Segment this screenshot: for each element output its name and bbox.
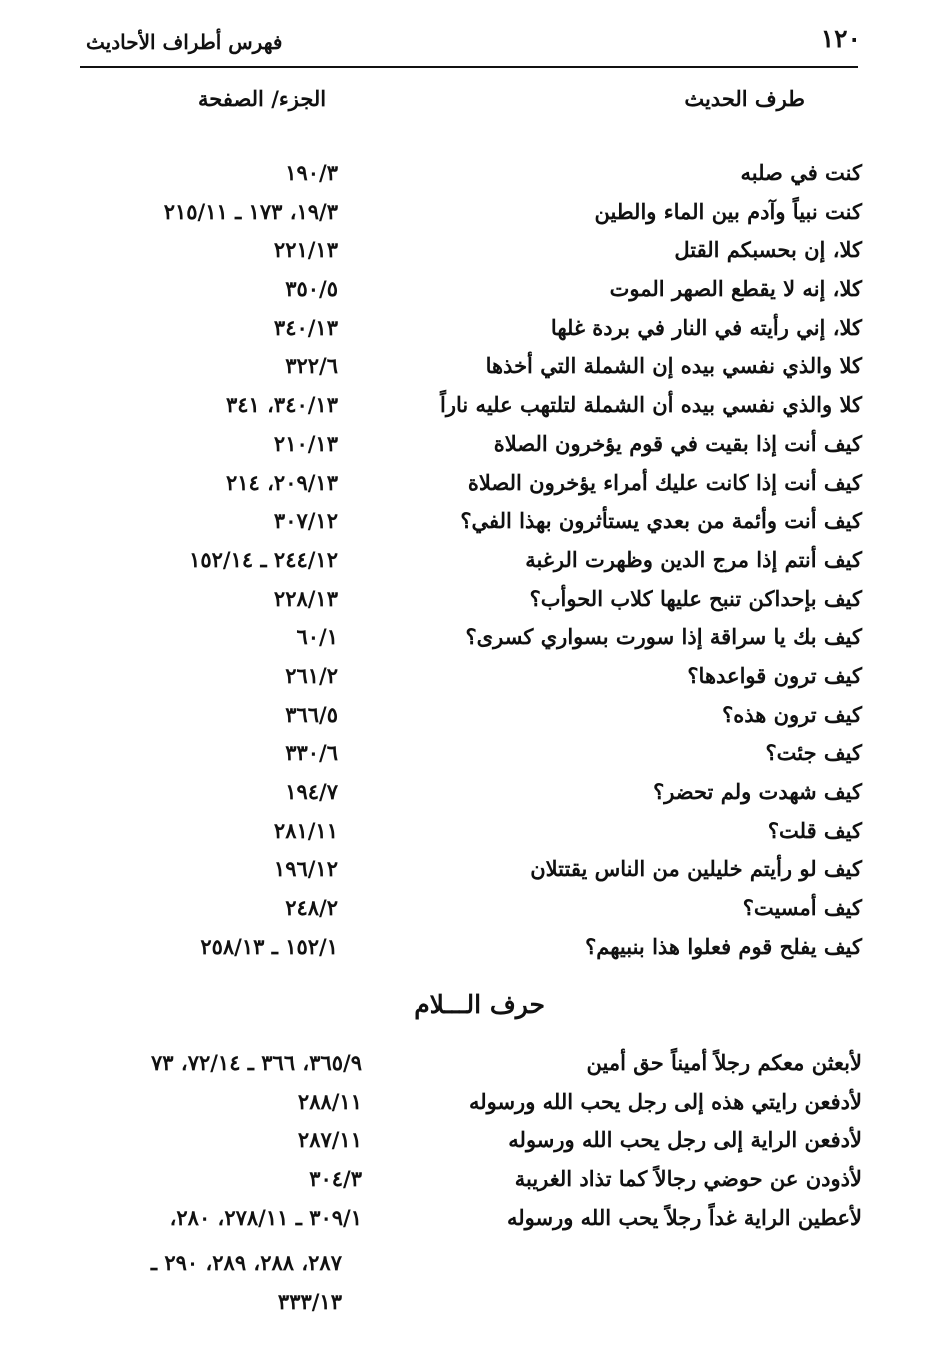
head-rule	[80, 66, 858, 68]
list-item	[60, 1085, 870, 1124]
list-item	[60, 1046, 870, 1085]
entry-text: كنت نبياً وآدم بين الماء والطين	[594, 198, 862, 224]
list-item	[60, 1201, 870, 1240]
ref-continuation: ٣٣٣/١٣	[277, 1289, 342, 1314]
entry-text: كيف ترون قواعدها؟	[687, 662, 862, 688]
entry-ref: ٢٢١/١٣	[273, 237, 338, 263]
entry-ref: ٣٠٧/١٢	[273, 508, 338, 534]
list-item	[60, 272, 870, 311]
entry-text: كيف أنتم إذا مرج الدين وظهرت الرغبة	[525, 546, 862, 572]
entry-text: كلا، إنه لا يقطع الصهر الموت	[609, 276, 862, 302]
entry-text: لأدفعن رايتي هذه إلى رجل يحب الله ورسوله	[468, 1088, 862, 1114]
entries-list	[60, 156, 870, 968]
entry-text: كلا، إن بحسبكم القتل	[674, 237, 862, 263]
entry-text: لأذودن عن حوضي رجالاً كما تذاد الغريبة	[514, 1166, 862, 1192]
entry-text: كيف بإحداكن تنبح عليها كلاب الحوأب؟	[529, 585, 862, 611]
list-item	[60, 775, 870, 814]
list-item	[60, 620, 870, 659]
entry-ref: ٢٠٩/١٣، ٢١٤	[225, 469, 338, 495]
entry-ref: ١٩٠/٣	[285, 160, 338, 185]
entry-text: كنت في صلبه	[740, 160, 862, 185]
entry-text: كلا والذي نفسي بيده أن الشملة لتلتهب عليه ناراً	[440, 392, 862, 418]
list-item	[60, 1162, 870, 1201]
list-item	[60, 543, 870, 582]
entry-ref: ٣٤٠/١٣، ٣٤١	[225, 392, 338, 418]
running-head: فهرس أطراف الأحاديث	[86, 30, 283, 54]
entry-text: كيف لو رأيتم خليلين من الناس يقتتلان	[530, 856, 862, 882]
entry-ref: ٣٠٤/٣	[309, 1166, 362, 1192]
list-item	[60, 233, 870, 272]
column-header-ref: الجزء/ الصفحة	[198, 86, 327, 111]
list-item	[60, 311, 870, 350]
list-item	[60, 466, 870, 505]
entry-ref: ٢٦١/٢	[285, 662, 338, 688]
list-item	[60, 852, 870, 891]
entry-text: لأعطين الراية غداً رجلاً يحب الله ورسوله	[506, 1204, 862, 1230]
entry-ref: ٢١٠/١٣	[273, 430, 338, 456]
entry-text: لأدفعن الراية إلى رجل يحب الله ورسوله	[508, 1127, 862, 1153]
entry-text: كيف أنت إذا كانت عليك أمراء يؤخرون الصلاة	[467, 469, 862, 495]
entry-ref: ١٩٤/٧	[285, 779, 338, 804]
list-item	[60, 504, 870, 543]
entry-ref: ١٩/٣، ١٧٣ ـ ٢١٥/١١	[163, 198, 338, 224]
entry-ref: ٣٦٦/٥	[285, 701, 338, 727]
entry-ref: ٣٠٩/١ ـ ٢٧٨/١١، ٢٨٠،	[169, 1204, 362, 1230]
entry-ref: ٢٨٨/١١	[297, 1088, 362, 1114]
entry-ref: ٢٤٤/١٢ ـ ١٥٢/١٤	[189, 546, 338, 572]
entry-ref: ٣٦٥/٩، ٣٦٦ ـ ٧٢/١٤، ٧٣	[151, 1050, 362, 1075]
list-item	[60, 388, 870, 427]
entry-ref: ٢٤٨/٢	[285, 895, 338, 921]
list-item	[60, 1123, 870, 1162]
section-title: حرف الـــلام	[414, 990, 545, 1019]
list-item	[60, 736, 870, 775]
entry-text: كيف أمسيت؟	[742, 895, 862, 921]
entry-text: كلا، إني رأيته في النار في بردة غلها	[550, 314, 862, 340]
page-number: ١٢٠	[820, 24, 861, 53]
list-item	[60, 814, 870, 853]
list-item	[60, 930, 870, 969]
entry-text: كيف أنت إذا بقيت في قوم يؤخرون الصلاة	[493, 430, 862, 456]
entry-ref: ٢٨٧/١١	[297, 1127, 362, 1153]
entry-text: كلا والذي نفسي بيده إن الشملة التي أخذها	[485, 353, 862, 379]
entries-list-lam	[60, 1046, 870, 1239]
entry-ref: ٣٥٠/٥	[285, 276, 338, 302]
list-item	[60, 698, 870, 737]
entry-ref: ٦٠/١	[296, 624, 338, 650]
entry-text: كيف أنت وأئمة من بعدي يستأثرون بهذا الفي؟	[460, 508, 862, 534]
entry-text: كيف شهدت ولم تحضر؟	[653, 779, 862, 804]
entry-ref: ٢٨١/١١	[273, 817, 338, 843]
list-item	[60, 427, 870, 466]
column-header-text: طرف الحديث	[684, 86, 805, 111]
entry-text: لأبعثن معكم رجلاً أميناً حق أمين	[586, 1050, 862, 1075]
entry-ref: ٣٤٠/١٣	[273, 314, 338, 340]
list-item	[60, 582, 870, 621]
entry-text: كيف جئت؟	[765, 740, 862, 766]
entry-text: كيف يفلح قوم فعلوا هذا بنبيهم؟	[585, 933, 862, 959]
list-item	[60, 349, 870, 388]
list-item	[60, 156, 870, 195]
entry-ref: ٢٢٨/١٣	[273, 585, 338, 611]
entry-text: كيف قلت؟	[767, 817, 862, 843]
entry-text: كيف ترون هذه؟	[722, 701, 862, 727]
ref-continuation: ٢٨٧، ٢٨٨، ٢٨٩، ٢٩٠ ـ	[150, 1250, 342, 1275]
list-item	[60, 659, 870, 698]
entry-ref: ٣٣٠/٦	[285, 740, 338, 766]
list-item	[60, 195, 870, 234]
entry-ref: ١٩٦/١٢	[273, 856, 338, 882]
entry-ref: ٣٢٢/٦	[285, 353, 338, 379]
entry-ref: ١٥٢/١ ـ ٢٥٨/١٣	[200, 933, 338, 959]
list-item	[60, 891, 870, 930]
entry-text: كيف بك يا سراقة إذا سورت بسواري كسرى؟	[465, 624, 862, 650]
